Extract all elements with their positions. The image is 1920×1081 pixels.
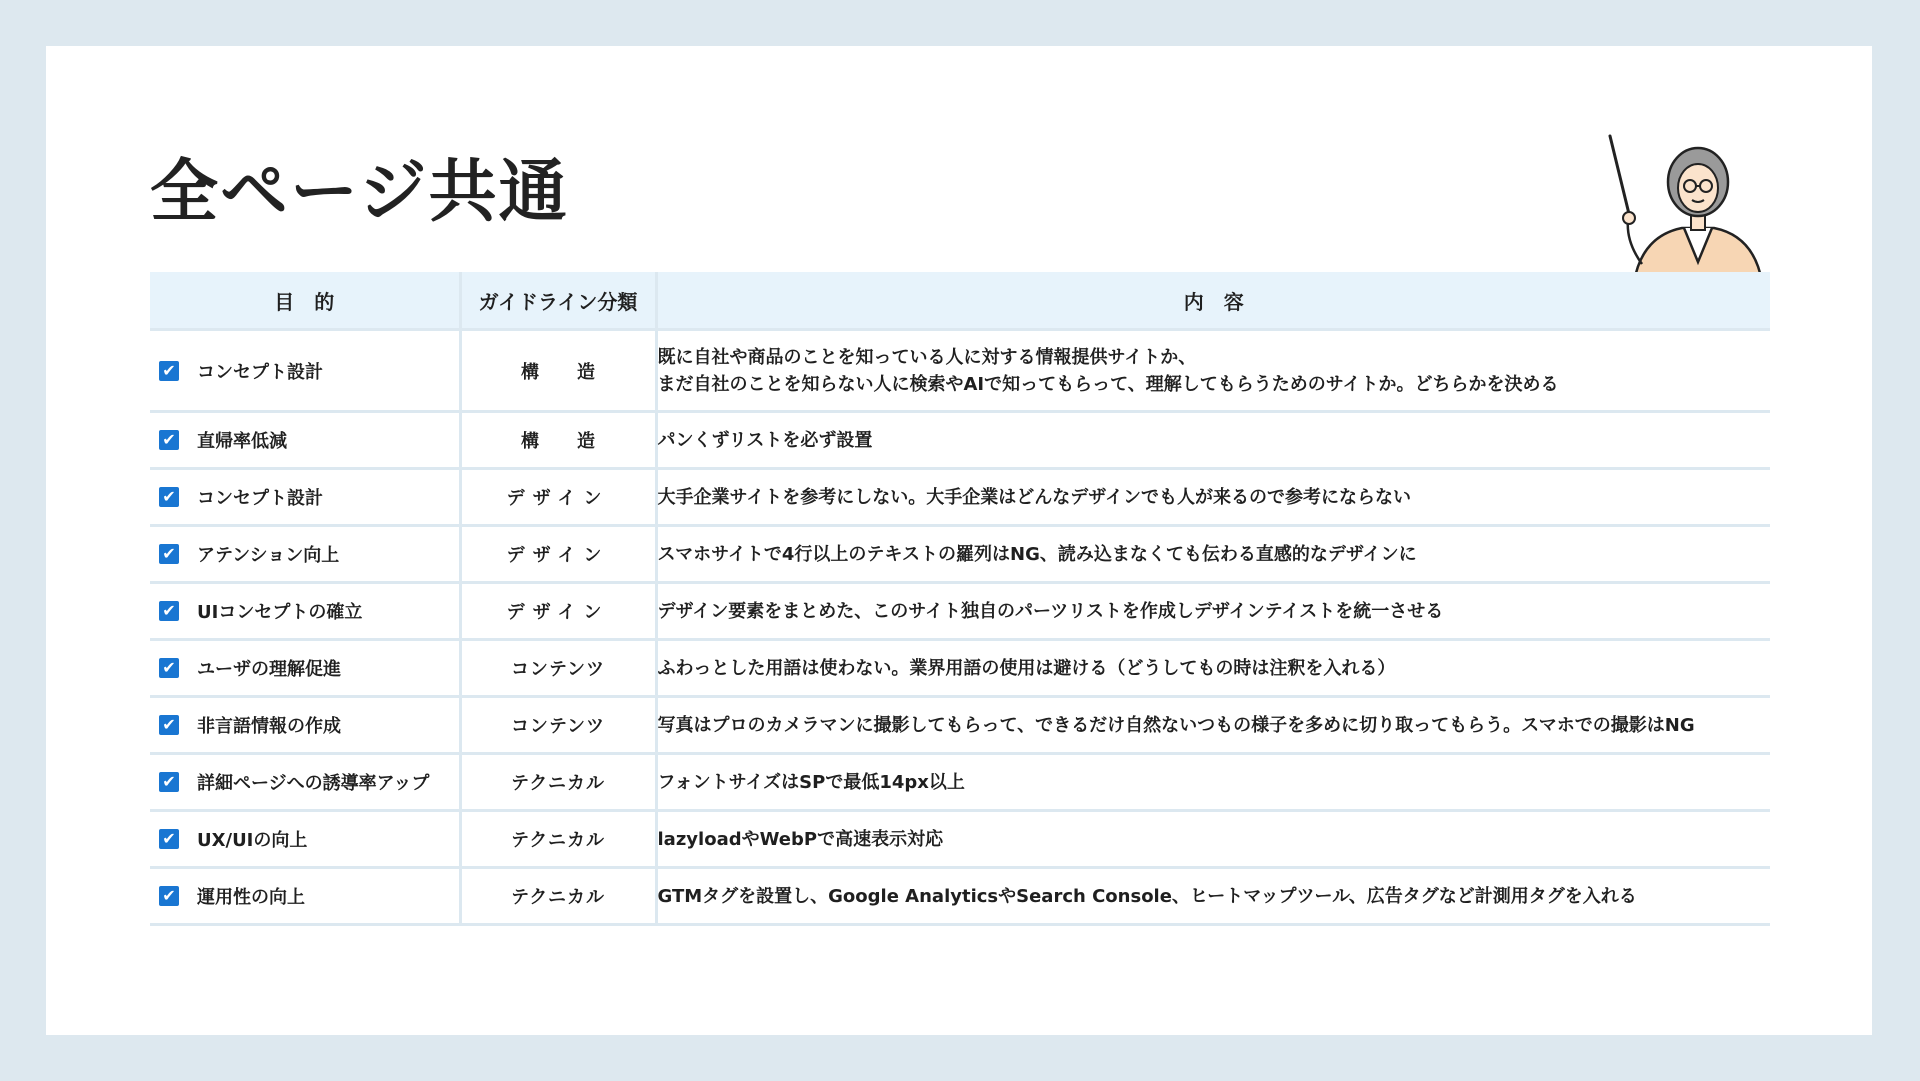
guideline-table [150,272,1770,926]
content-text: lazyloadやWebPで高速表示対応 [657,828,944,850]
goal-text: UIコンセプトの確立 [197,602,363,623]
content-text: デザイン要素をまとめた、このサイト独自のパーツリストを作成しデザインテイストを統一させる [657,600,1444,622]
goal-text: ユーザの理解促進 [197,659,341,680]
category-text: テクニカル [460,868,656,925]
category-text: デザイン [460,469,656,526]
goal-text: UX/UIの向上 [197,830,308,851]
goal-text: 詳細ページへの誘導率アップ [197,773,430,794]
slide [46,46,1872,1035]
checkbox-checked-icon[interactable]: ✔ [159,829,179,849]
content-text: 大手企業サイトを参考にしない。大手企業はどんなデザインでも人が来るので参考にならない [657,486,1411,508]
checkbox-checked-icon[interactable]: ✔ [159,658,179,678]
checkbox-checked-icon[interactable]: ✔ [159,430,179,450]
page-title: 全ページ共通 [150,153,569,232]
category-text: テクニカル [460,754,656,811]
checkbox-checked-icon[interactable]: ✔ [159,601,179,621]
table-header-row [150,272,1770,330]
table-row [150,526,1770,583]
table-row [150,469,1770,526]
checkbox-checked-icon[interactable]: ✔ [159,544,179,564]
table-row [150,330,1770,412]
goal-text: 非言語情報の作成 [197,716,341,737]
category-text: コンテンツ [460,697,656,754]
content-text: スマホサイトで4行以上のテキストの羅列はNG、読み込まなくても伝わる直感的なデザインに [657,543,1417,565]
header-content: 内 容 [656,272,1770,330]
header-category: ガイドライン分類 [460,272,656,330]
table-row [150,412,1770,469]
category-text: 構造 [521,431,633,452]
goal-text: コンセプト設計 [197,361,323,383]
table-row [150,697,1770,754]
content-text: パンくずリストを必ず設置 [657,429,873,451]
content-text: GTMタグを設置し、Google AnalyticsやSearch Console、ヒートマップツール、広告タグなど計測用タグを入れる [657,885,1637,907]
goal-text: 直帰率低減 [197,431,287,452]
content-text: 既に自社や商品のことを知っている人に対する情報提供サイトか、 [657,346,1197,368]
header-goal: 目 的 [150,272,460,330]
table-row [150,640,1770,697]
category-text: テクニカル [460,811,656,868]
table-row [150,811,1770,868]
category-text: コンテンツ [460,640,656,697]
checkbox-checked-icon[interactable]: ✔ [159,886,179,906]
checkbox-checked-icon[interactable]: ✔ [159,361,179,381]
content-text: フォントサイズはSPで最低14px以上 [657,771,965,793]
category-text: 構造 [521,361,633,383]
checkbox-checked-icon[interactable]: ✔ [159,772,179,792]
category-text: デザイン [460,526,656,583]
content-text: ふわっとした用語は使わない。業界用語の使用は避ける（どうしてもの時は注釈を入れる） [657,657,1396,679]
category-text: デザイン [460,583,656,640]
table-row [150,868,1770,925]
table-row [150,583,1770,640]
goal-text: コンセプト設計 [197,488,323,509]
goal-text: アテンション向上 [197,545,340,566]
goal-text: 運用性の向上 [197,887,305,908]
content-text: まだ自社のことを知らない人に検索やAIで知ってもらって、理解してもらうためのサイトか。どちらかを決める [657,373,1559,395]
checkbox-checked-icon[interactable]: ✔ [159,715,179,735]
table-row [150,754,1770,811]
content-text: 写真はプロのカメラマンに撮影してもらって、できるだけ自然ないつもの様子を多めに切り取ってもらう。スマホでの撮影はNG [657,714,1695,736]
checkbox-checked-icon[interactable]: ✔ [159,487,179,507]
